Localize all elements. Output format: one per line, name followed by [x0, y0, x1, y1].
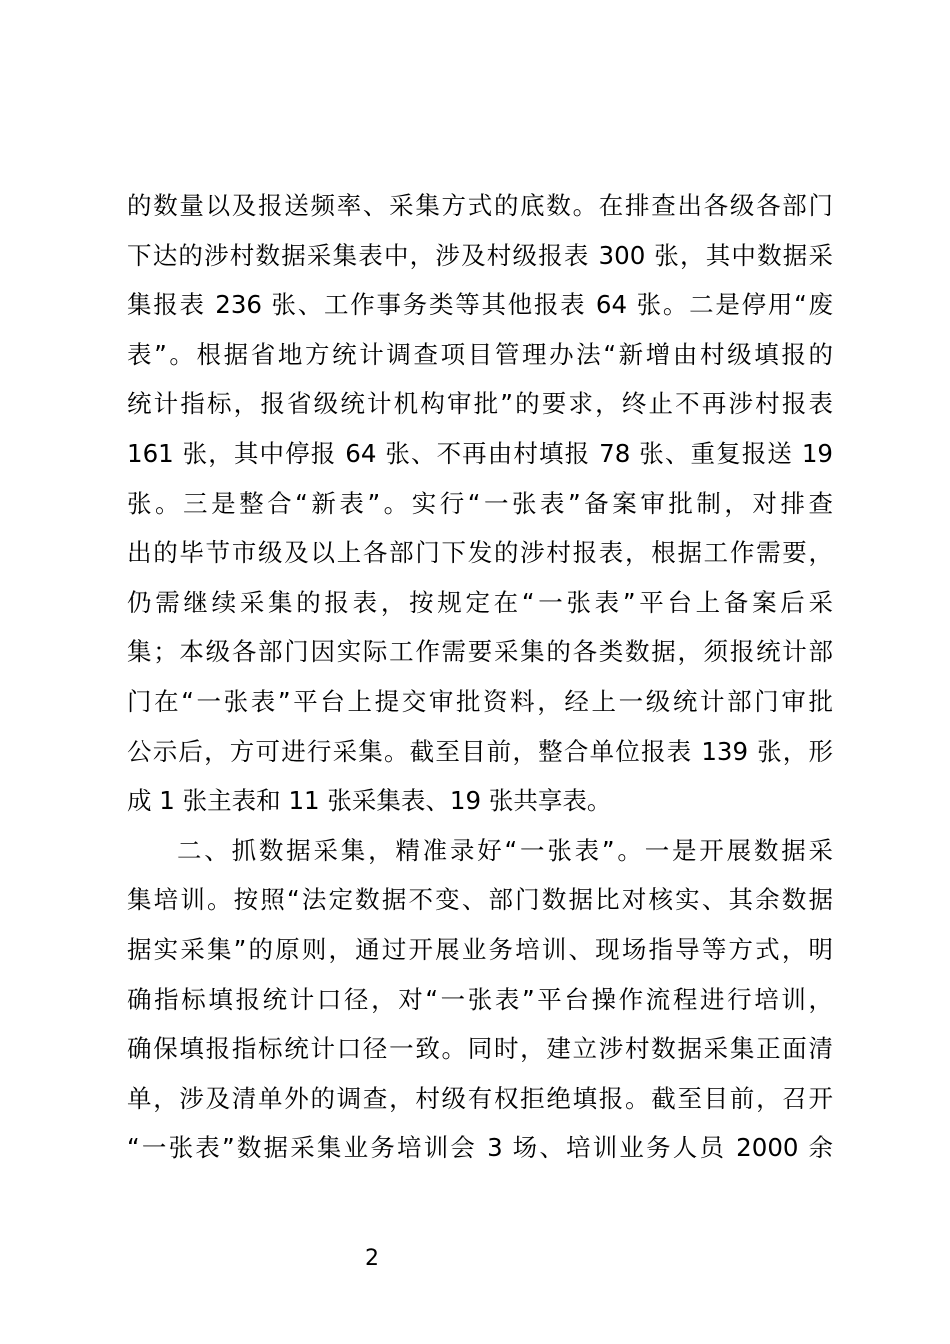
text-line: 表”。根据省地方统计调查项目管理办法“新增由村级填报的 — [127, 339, 833, 369]
text-line: 单，涉及清单外的调查，村级有权拒绝填报。截至目前，召开 — [127, 1083, 833, 1113]
text-line: 仍需继续采集的报表，按规定在“一张表”平台上备案后采 — [127, 587, 833, 617]
text-line: 确保填报指标统计口径一致。同时，建立涉村数据采集正面清 — [127, 1034, 833, 1064]
text-line: 据实采集”的原则，通过开展业务培训、现场指导等方式，明 — [127, 934, 833, 964]
text-line: 集；本级各部门因实际工作需要采集的各类数据，须报统计部 — [127, 637, 833, 667]
page-number: 2 — [365, 1246, 379, 1271]
text-line: 的数量以及报送频率、采集方式的底数。在排查出各级各部门 — [127, 191, 833, 220]
text-line: 集报表 236 张、工作事务类等其他报表 64 张。二是停用“废 — [127, 290, 833, 320]
text-line: 出的毕节市级及以上各部门下发的涉村报表，根据工作需要， — [127, 538, 833, 568]
text-line: 门在“一张表”平台上提交审批资料，经上一级统计部门审批 — [127, 686, 833, 716]
body-text — [127, 181, 833, 1173]
text-line: 统计指标，报省级统计机构审批”的要求，终止不再涉村报表 — [127, 389, 833, 419]
text-line: “一张表”数据采集业务培训会 3 场、培训业务人员 2000 余 — [127, 1133, 833, 1163]
text-line: 集培训。按照“法定数据不变、部门数据比对核实、其余数据 — [127, 885, 833, 915]
text-line: 161 张，其中停报 64 张、不再由村填报 78 张、重复报送 19 — [127, 438, 833, 468]
text-line: 确指标填报统计口径，对“一张表”平台操作流程进行培训， — [127, 984, 833, 1014]
text-line: 下达的涉村数据采集表中，涉及村级报表 300 张，其中数据采 — [127, 240, 833, 270]
text-line: 公示后，方可进行采集。截至目前，整合单位报表 139 张，形 — [127, 736, 833, 766]
paragraph-heading-line: 二、抓数据采集，精准录好“一张表”。一是开展数据采 — [177, 835, 833, 865]
text-line: 张。三是整合“新表”。实行“一张表”备案审批制，对排查 — [127, 488, 833, 518]
text-line: 成 1 张主表和 11 张采集表、19 张共享表。 — [127, 786, 612, 816]
